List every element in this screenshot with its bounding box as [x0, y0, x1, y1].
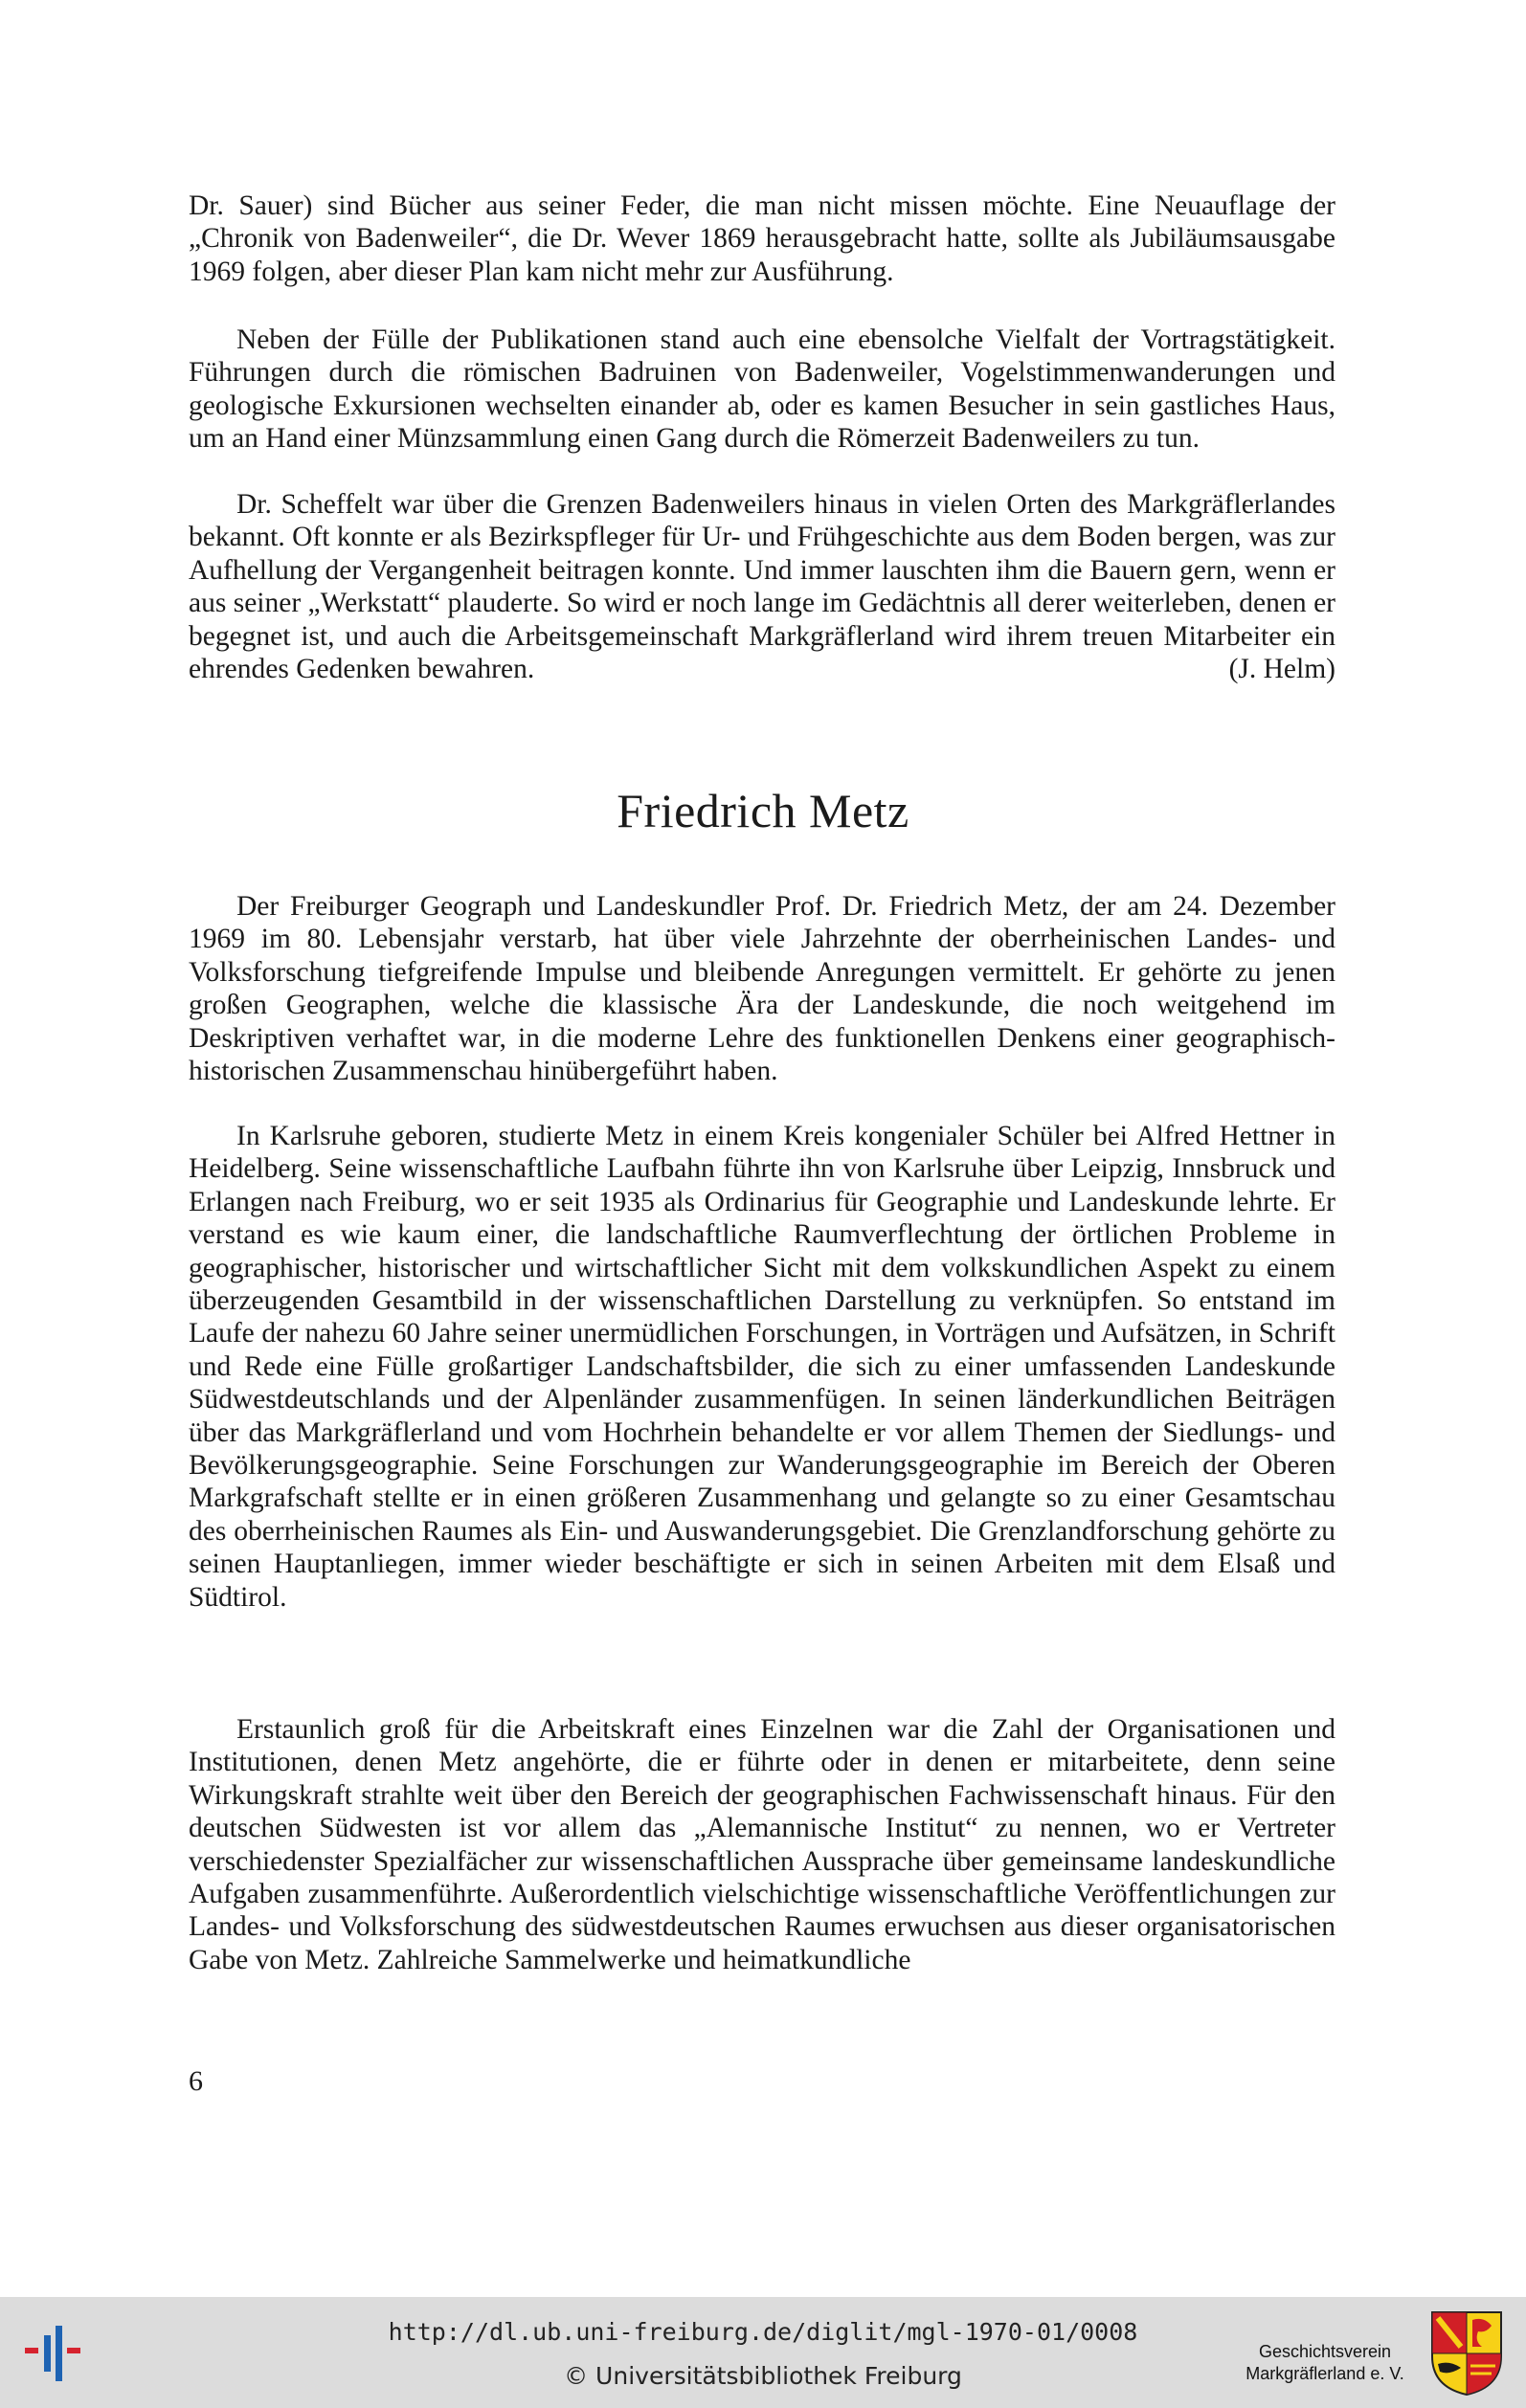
paragraph-scheffelt-1: Dr. Sauer) sind Bücher aus seiner Feder, die man nicht missen möchte. Eine Neuauflage der „Chronik von Badenweiler“, die Dr. Wever 1869 herausgebracht hatte, sollte als Jubiläumsausgabe 1969 folgen, aber dieser Plan kam nicht mehr zur Ausführung. — [189, 190, 1335, 287]
paragraph-metz-1: Der Freiburger Geograph und Landeskundler Prof. Dr. Friedrich Metz, der am 24. Dezember 1969 im 80. Lebensjahr verstarb, hat über viele Jahrzehnte der oberrheinischen Landes- und Volksforschung tiefgreifende Impulse und bleibende Anregungen vermittelt. Er gehörte zu jenen großen Geographen, welche die klassische Ära der Landeskunde, die noch weitgehend im Deskriptiven verhaftet war, in die moderne Lehre des funktionellen Denkens einer geographisch-historischen Zusammenschau hinübergeführt haben. — [189, 891, 1335, 1087]
document-url-link[interactable]: http://dl.ub.uni-freiburg.de/diglit/mgl-1970-01/0008 — [388, 2318, 1138, 2346]
society-name-line-2: Markgräflerland e. V. — [1245, 2364, 1404, 2383]
article-title: Friedrich Metz — [617, 784, 909, 837]
copyright-notice: © Universitätsbibliothek Freiburg — [564, 2362, 962, 2390]
footer-bar — [0, 2297, 1526, 2408]
coat-of-arms-icon — [1428, 2308, 1505, 2398]
author-signature: (J. Helm) — [1228, 654, 1335, 685]
society-name — [1229, 2341, 1421, 2385]
paragraph-metz-3: Erstaunlich groß für die Arbeitskraft eines Einzelnen war die Zahl der Organisationen und Institutionen, denen Metz angehörte, die er führte oder in denen er mitarbeitete, denn seine Wirkungskraft strahlte weit über den Bereich der geographischen Fachwissenschaft hinaus. Für den deutschen Südwesten ist vor allem das „Alemannische Institut“ zu nennen, wo er Vertreter verschiedenster Spezialfächer zur wissenschaftlichen Aussprache über gemeinsame landeskundliche Aufgaben zusammenführte. Außerordentlich vielschichtige wissenschaftliche Veröffentlichungen zur Landes- und Volksforschung des südwestdeutschen Raumes erwuchsen aus dieser organisatorischen Gabe von Metz. Zahlreiche Sammelwerke und heimatkundliche — [189, 1714, 1335, 1975]
page-number: 6 — [189, 2065, 203, 2097]
paragraph-metz-2: In Karlsruhe geboren, studierte Metz in einem Kreis kongenialer Schüler bei Alfred Hettner in Heidelberg. Seine wissenschaftliche Laufbahn führte ihn von Karlsruhe über Leipzig, Innsbruck und Erlangen nach Freiburg, wo er seit 1935 als Ordinarius für Geographie und Landeskunde lehrte. Er verstand es wie kaum einer, die landschaftliche Raumverflechtung der örtlichen Probleme in geographischer, historischer und wirtschaftlicher Sicht mit dem volkskundlichen Aspekt zu einem überzeugenden Gesamtbild in der wissenschaftlichen Darstellung zu verknüpfen. So entstand im Laufe der nahezu 60 Jahre seiner unermüdlichen Forschungen, in Vorträgen und Aufsätzen, in Schrift und Rede eine Fülle großartiger Landschaftsbilder, die sich zu einer umfassenden Landeskunde Südwestdeutschlands und der Alpenländer zusammenfügen. In seinen länderkundlichen Beiträgen über das Markgräflerland und vom Hochrhein behandelte er vor allem Themen der Siedlungs- und Bevölkerungsgeographie. Seine Forschungen zur Wanderungsgeographie im Bereich der Oberen Markgrafschaft stellte er in einen größeren Zusammenhang und gelangte so zu einer Gesamtschau des oberrheinischen Raumes als Ein- und Auswanderungsgebiet. Die Grenzlandforschung gehörte zu seinen Hauptanliegen, immer wieder beschäftigte er sich in seinen Arbeiten mit dem Elsaß und Südtirol. — [189, 1121, 1335, 1613]
society-name-line-1: Geschichtsverein — [1258, 2342, 1392, 2361]
paragraph-scheffelt-3 — [189, 488, 1335, 685]
paragraph-scheffelt-3-text: Dr. Scheffelt war über die Grenzen Badenweilers hinaus in vielen Orten des Markgräflerlandes bekannt. Oft konnte er als Bezirkspfleger für Ur- und Frühgeschichte aus dem Boden bergen, was zur Aufhellung der Vergangenheit beitragen konnte. Und immer lauschten ihm die Bauern gern, wenn er aus seiner „Werkstatt“ plauderte. So wird er noch lange im Gedächtnis all derer weiterleben, denen er begegnet ist, und auch die Arbeitsgemeinschaft Markgräflerland wird ihrem treuen Mitarbeiter ein ehrendes Gedenken bewahren. — [189, 489, 1335, 685]
paragraph-scheffelt-2: Neben der Fülle der Publikationen stand auch eine ebensolche Vielfalt der Vortragstätigkeit. Führungen durch die römischen Badruinen von Badenweiler, Vogelstimmenwanderungen und geologische Exkursionen wechselten einander ab, oder es kamen Besucher in sein gastliches Haus, um an Hand einer Münzsammlung einen Gang durch die Römerzeit Badenweilers zu tun. — [189, 324, 1335, 455]
